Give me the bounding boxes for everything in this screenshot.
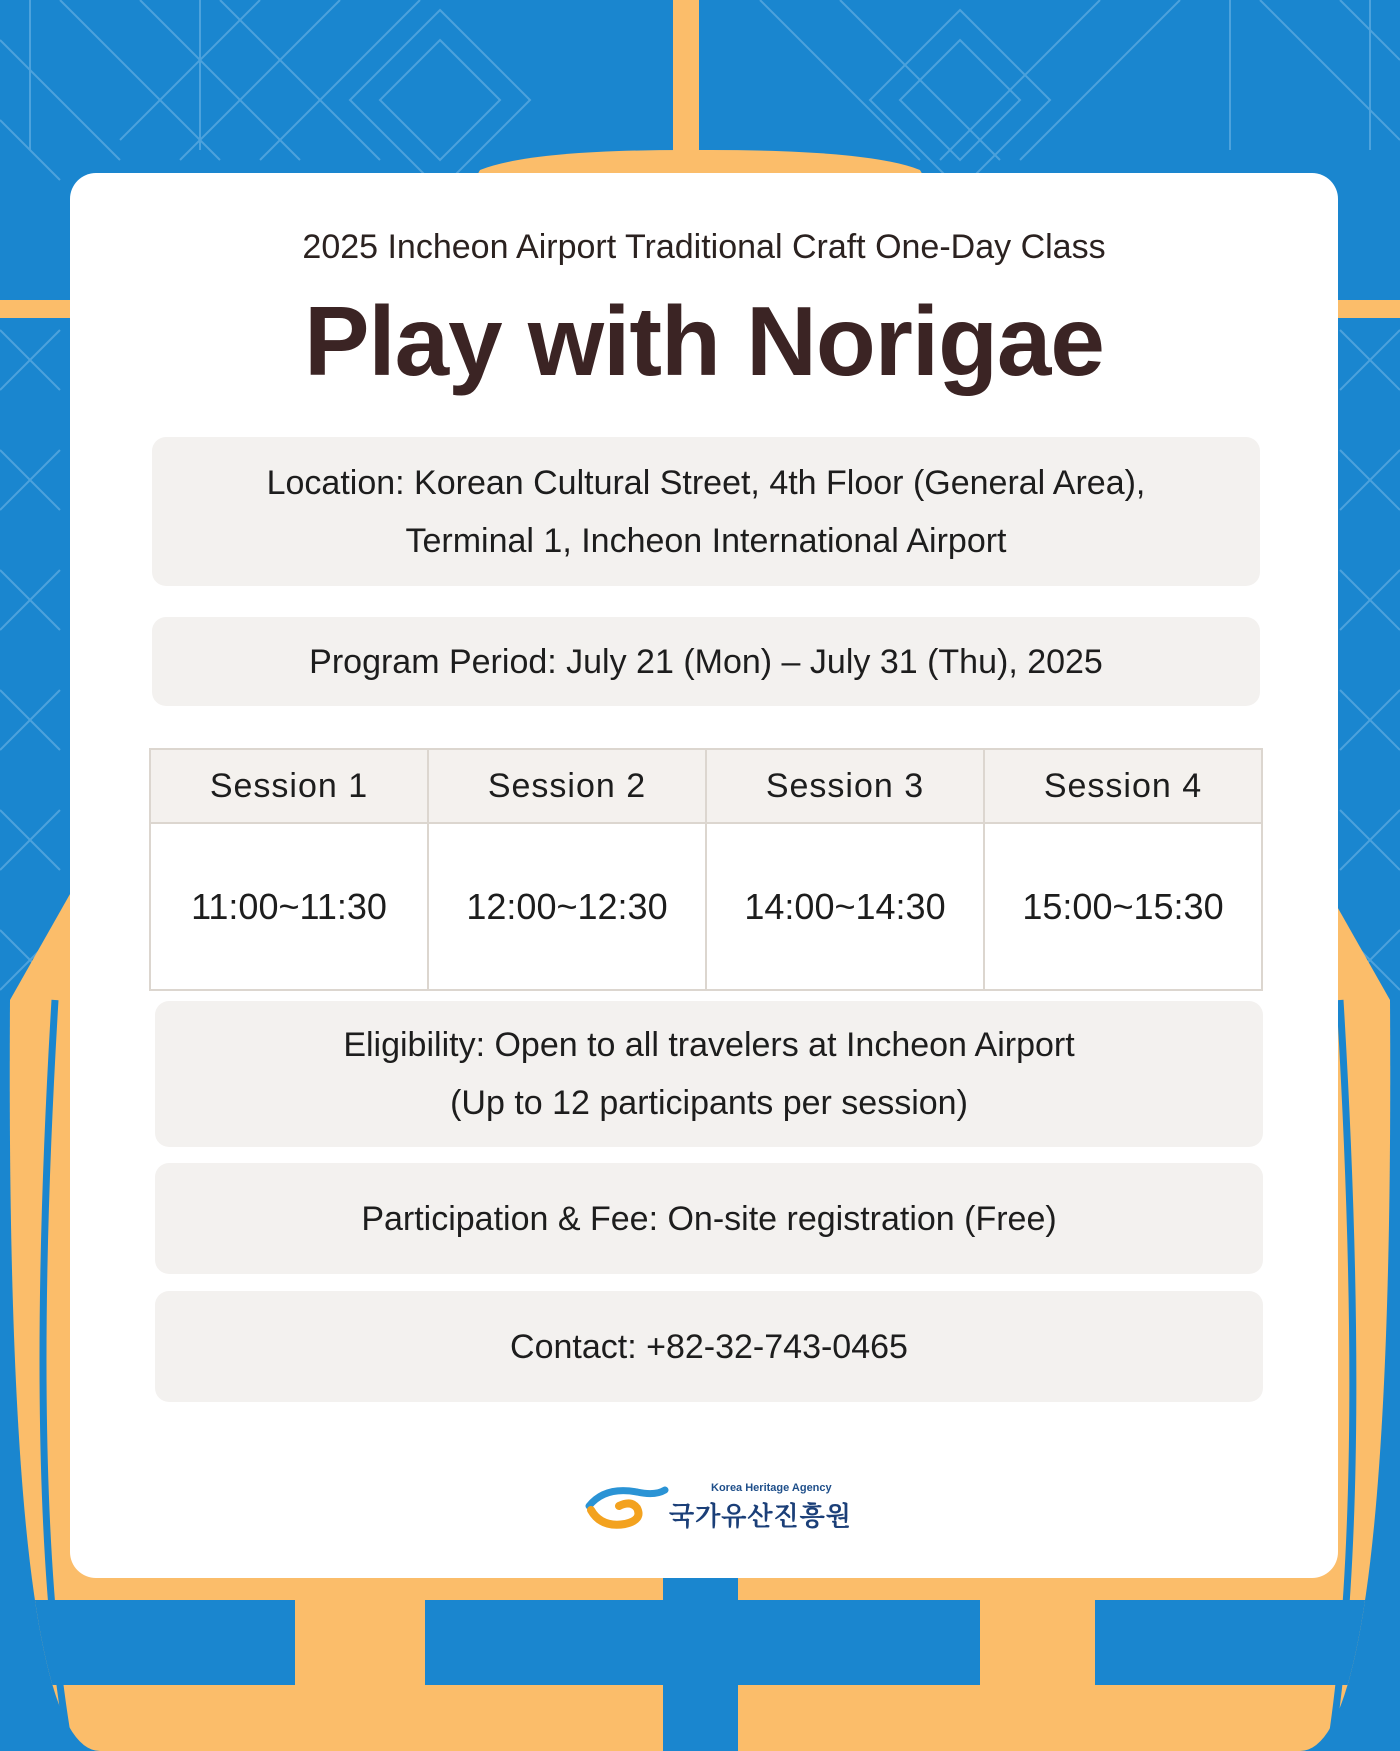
korea-heritage-agency-logo (585, 1480, 852, 1536)
session-header-row (150, 749, 1262, 823)
session-time: 14:00~14:30 (706, 823, 984, 990)
location-line-1: Location: Korean Cultural Street, 4th Floor (General Area), (266, 463, 1146, 502)
eligibility-line-1: Eligibility: Open to all travelers at Incheon Airport (343, 1026, 1075, 1064)
session-schedule-table (149, 748, 1263, 991)
eligibility-line-2: (Up to 12 participants per session) (450, 1084, 968, 1122)
session-header: Session 3 (706, 749, 984, 823)
session-time-row (150, 823, 1262, 990)
session-header: Session 1 (150, 749, 428, 823)
location-panel (152, 437, 1260, 586)
program-period-panel (152, 617, 1260, 706)
session-time: 11:00~11:30 (150, 823, 428, 990)
contact-panel (155, 1291, 1263, 1402)
session-time: 12:00~12:30 (428, 823, 706, 990)
info-card (70, 173, 1338, 1578)
fee-text: Participation & Fee: On-site registration (Free) (361, 1199, 1057, 1238)
event-subtitle: 2025 Incheon Airport Traditional Craft One-Day Class (302, 228, 1106, 266)
session-header: Session 4 (984, 749, 1262, 823)
logo-korean-text: 국가유산진흥원 (669, 1501, 852, 1531)
session-header: Session 2 (428, 749, 706, 823)
eligibility-panel (155, 1001, 1263, 1147)
program-period-text: Program Period: July 21 (Mon) – July 31 (Thu), 2025 (309, 642, 1103, 681)
page-title: Play with Norigae (304, 286, 1104, 396)
contact-text: Contact: +82-32-743-0465 (510, 1327, 908, 1366)
logo-wave-icon (585, 1480, 669, 1536)
location-line-2: Terminal 1, Incheon International Airport (405, 521, 1007, 560)
fee-panel (155, 1163, 1263, 1274)
logo-english-text: Korea Heritage Agency (711, 1482, 832, 1494)
session-time: 15:00~15:30 (984, 823, 1262, 990)
